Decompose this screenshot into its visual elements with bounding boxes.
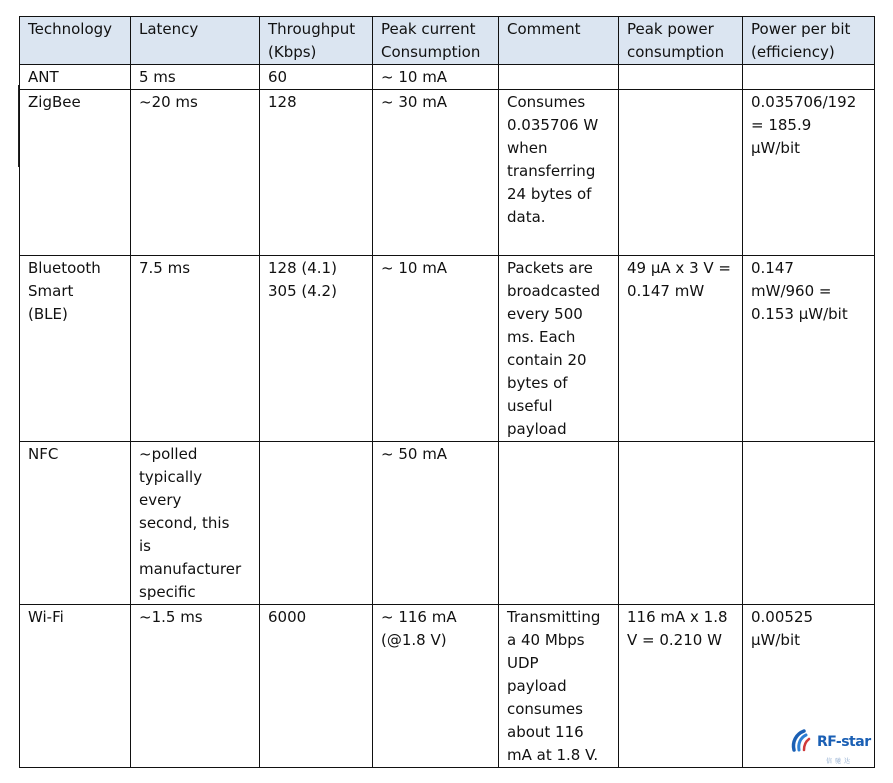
cell-power-per-bit: 0.147 mW/960 = 0.153 μW/bit [743,256,875,442]
cell-technology: ANT [20,65,131,90]
cell-peak-current: ~ 10 mA [373,256,499,442]
header-throughput: Throughput (Kbps) [260,17,373,65]
logo-brand-text: RF-star [817,734,871,750]
header-peak-current: Peak current Consumption [373,17,499,65]
header-row [20,17,875,65]
cell-peak-power [619,65,743,90]
header-comment: Comment [499,17,619,65]
cell-latency: ~1.5 ms [131,605,260,768]
cell-peak-power: 49 μA x 3 V = 0.147 mW [619,256,743,442]
cell-throughput: 128 [260,90,373,256]
cell-throughput: 128 (4.1) 305 (4.2) [260,256,373,442]
header-peak-power: Peak power consumption [619,17,743,65]
cell-latency: 7.5 ms [131,256,260,442]
table-row [20,90,875,256]
cell-peak-current: ~ 10 mA [373,65,499,90]
cell-throughput: 60 [260,65,373,90]
cell-technology: ZigBee [20,90,131,256]
header-latency: Latency [131,17,260,65]
cell-comment: Transmitting a 40 Mbps UDP payload consumes about 116 mA at 1.8 V. [499,605,619,768]
cell-peak-current: ~ 50 mA [373,442,499,605]
comparison-table [19,16,875,768]
rf-star-logo [790,728,880,772]
cell-comment [499,442,619,605]
cell-latency: ~20 ms [131,90,260,256]
cell-latency: 5 ms [131,65,260,90]
cell-peak-power [619,90,743,256]
cell-power-per-bit: 0.035706/192 = 185.9 μW/bit [743,90,875,256]
cell-peak-power [619,442,743,605]
cell-technology: Wi-Fi [20,605,131,768]
cell-technology: NFC [20,442,131,605]
cell-latency: ~polled typically every second, this is manufacturer specific [131,442,260,605]
rf-star-logo-icon [790,728,816,758]
cell-comment: Consumes 0.035706 W when transferring 24 bytes of data. [499,90,619,256]
header-power-per-bit: Power per bit (efficiency) [743,17,875,65]
cell-peak-current: ~ 30 mA [373,90,499,256]
cell-power-per-bit [743,65,875,90]
table-row [20,65,875,90]
cell-power-per-bit [743,442,875,605]
cell-peak-current: ~ 116 mA (@1.8 V) [373,605,499,768]
header-technology: Technology [20,17,131,65]
logo-subtext: 信驰达 [826,758,854,765]
table-row [20,442,875,605]
cell-peak-power: 116 mA x 1.8 V = 0.210 W [619,605,743,768]
cell-comment: Packets are broadcasted every 500 ms. Each contain 20 bytes of useful payload [499,256,619,442]
cell-throughput [260,442,373,605]
cell-throughput: 6000 [260,605,373,768]
cell-technology: Bluetooth Smart (BLE) [20,256,131,442]
table-row [20,256,875,442]
cell-power-per-bit: 0.00525 μW/bit [743,605,875,768]
table-row [20,605,875,768]
cell-comment [499,65,619,90]
